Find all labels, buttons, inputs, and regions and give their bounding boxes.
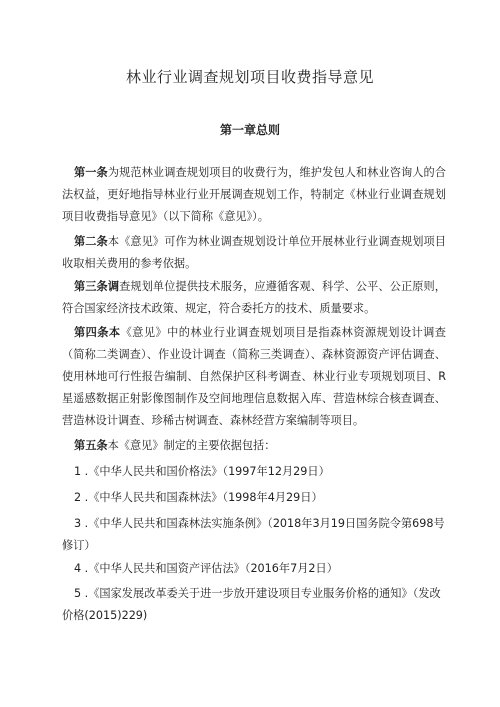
article-label: 第四条本 <box>74 326 121 339</box>
basis-item-3: 3 .《中华人民共和国森林法实施条例》（2018年3月19日国务院令第698号修订） <box>62 517 445 552</box>
article-text: 《意见》中的林业行业调查规划项目是指森林资源规划设计调查（简称二类调查）、作业设计调查（简称三类调查）、森林资源资产评估调查、使用林地可行性报告编制、自然保护区科考调查、林业行业专项规划项目、R星遥感数据正射影像图制作及空间地理信息数据入库、营造林综合核查调查、营造林设计调查、珍稀古树调查、森林经营方案编制等项目。 <box>62 326 446 427</box>
basis-item-1: 1 .《中华人民共和国价格法》（1997年12月29日） <box>74 465 330 478</box>
article-label: 第二条 <box>74 235 108 248</box>
basis-item-5: 5 .《国家发展改革委关于进一步放开建设项目专业服务价格的通知》（发改价格(2015)229) <box>62 587 441 622</box>
article-label: 第一条 <box>74 166 108 179</box>
article-label: 第五条 <box>74 439 108 452</box>
article-5 <box>62 435 446 457</box>
article-3 <box>62 276 446 320</box>
document-title: 林业行业调查规划项目收费指导意见 <box>125 68 374 86</box>
article-text: 本《意见》制定的主要依据包括： <box>107 439 276 452</box>
article-4 <box>62 322 446 432</box>
article-2 <box>62 231 446 275</box>
article-text: 为规范林业调查规划项目的收费行为，维护发包人和林业咨询人的合法权益，更好地指导林业行业开展调查规划工作，特制定《林业行业调查规划项目收费指导意见》（以下简称《意见》）。 <box>62 166 446 223</box>
basis-item-2: 2 .《中华人民共和国森林法》（1998年4月29日） <box>74 491 323 504</box>
article-text: 查规划单位提供技术服务，应遵循客观、科学、公平、公正原则，符合国家经济技术政策、规定，符合委托方的技术、质量要求。 <box>62 280 446 315</box>
basis-item-4: 4 .《中华人民共和国资产评估法》（2016年7月2日） <box>74 562 338 575</box>
chapter-heading: 第一章总则 <box>219 123 280 137</box>
article-label: 第三条调 <box>74 280 120 293</box>
article-text: 本《意见》可作为林业调查规划设计单位开展林业行业调查规划项目收取相关费用的参考依据。 <box>62 235 446 270</box>
article-1 <box>62 162 446 228</box>
